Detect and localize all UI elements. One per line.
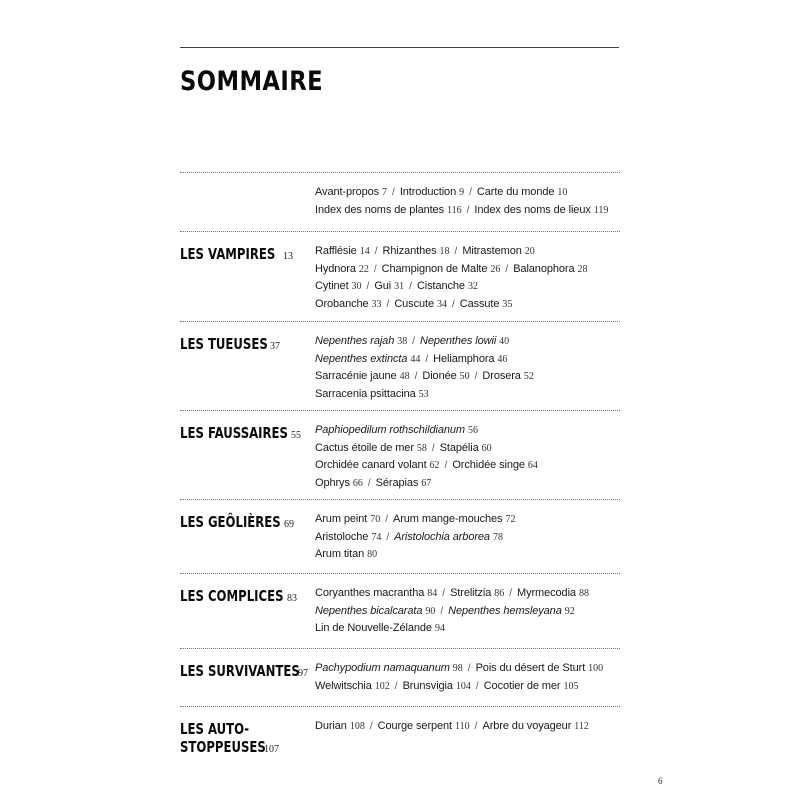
entry-page-number: 48 <box>399 371 410 382</box>
entry-page-number: 7 <box>382 187 388 198</box>
entry-page-number: 110 <box>455 721 470 732</box>
entry-separator: / <box>414 371 418 382</box>
toc-entry <box>376 477 432 489</box>
entry-name: Index des noms de lieux <box>474 203 591 216</box>
entry-page-number: 9 <box>459 187 465 198</box>
toc-entry <box>315 388 429 400</box>
entry-list <box>315 422 620 492</box>
entry-separator: / <box>373 263 377 275</box>
section-heading-text: LES AUTO- <box>180 720 250 738</box>
section-heading-text: LES VAMPIRES <box>180 245 276 263</box>
toc-entry <box>315 442 427 454</box>
entry-name: Nepenthes rajah <box>315 335 395 347</box>
entry-separator: / <box>369 721 373 732</box>
entry-name: Myrmecodia <box>517 587 576 599</box>
dotted-divider <box>180 499 620 500</box>
toc-entry <box>517 587 589 599</box>
toc-entry <box>513 263 587 275</box>
toc-section-vampires <box>180 231 620 310</box>
entry-page-number: 14 <box>359 246 370 257</box>
entry-name: Lin de Nouvelle-Zélande <box>315 622 432 634</box>
page-title: SOMMAIRE <box>180 66 324 97</box>
entry-separator: / <box>509 588 513 599</box>
toc-entry <box>440 442 492 454</box>
entry-page-number: 56 <box>467 425 478 436</box>
entry-line <box>315 278 620 296</box>
dotted-divider <box>180 172 620 173</box>
toc-entry <box>315 245 370 257</box>
entry-page-number: 104 <box>455 680 471 692</box>
entry-name: Coryanthes macrantha <box>315 587 425 599</box>
toc-entry <box>394 531 503 543</box>
entry-page-number: 33 <box>371 298 382 310</box>
entry-page-number: 58 <box>416 442 427 454</box>
entry-line <box>315 386 620 404</box>
entry-name: Cistanche <box>416 280 465 292</box>
entry-separator: / <box>475 680 479 692</box>
entry-list <box>315 511 620 564</box>
entry-page-number: 44 <box>410 353 421 365</box>
entry-name: Orobanche <box>315 297 369 310</box>
toc-entry <box>315 204 462 216</box>
entry-name: Dionée <box>422 370 457 382</box>
entry-name: Heliamphora <box>433 352 495 365</box>
toc-entry <box>484 680 579 692</box>
toc-entry <box>315 531 381 543</box>
entry-name: Sarracenia psittacina <box>315 387 416 400</box>
entry-line <box>315 475 620 493</box>
entry-name: Durian <box>315 720 347 732</box>
entry-separator: / <box>505 263 509 275</box>
entry-name: Paphiopedilum rothschildianum <box>315 424 465 436</box>
toc-entry <box>382 245 449 257</box>
entry-separator: / <box>425 353 429 365</box>
entry-name: Nepenthes extincta <box>315 352 408 365</box>
entry-separator: / <box>451 298 455 310</box>
toc-entry <box>315 186 387 198</box>
entry-page-number: 40 <box>499 336 510 347</box>
entry-page-number: 38 <box>397 336 408 347</box>
toc-entry <box>452 459 538 471</box>
toc-entry <box>315 587 437 599</box>
entry-page-number: 50 <box>459 371 470 382</box>
entry-page-number: 86 <box>494 588 505 599</box>
entry-page-number: 80 <box>367 549 378 560</box>
section-heading-text: LES SURVIVANTES <box>180 662 300 680</box>
entry-name: Balanophora <box>513 262 575 275</box>
entry-name: Stapélia <box>439 441 479 454</box>
entry-page-number: 98 <box>452 663 463 674</box>
entry-name: Arum mange-mouches <box>392 513 503 525</box>
entry-page-number: 34 <box>436 298 447 310</box>
entry-name: Cytinet <box>315 280 349 292</box>
entry-separator: / <box>366 281 370 292</box>
entry-line <box>315 620 620 638</box>
entry-line <box>315 603 620 621</box>
entry-name: Arbre du voyageur <box>482 720 572 732</box>
entry-name: Drosera <box>482 370 521 382</box>
toc-entry <box>474 204 608 216</box>
entry-page-number: 18 <box>439 246 450 257</box>
entry-name: Sérapias <box>375 476 419 489</box>
toc-entry <box>315 459 440 471</box>
entry-line <box>315 529 620 547</box>
entry-name: Sarracénie jaune <box>315 370 397 382</box>
section-page-number: 69 <box>284 519 294 530</box>
dotted-divider <box>180 321 620 322</box>
entry-name: Nepenthes lowii <box>420 335 497 347</box>
entry-list <box>315 333 620 403</box>
entry-page-number: 46 <box>497 353 508 365</box>
toc-entry <box>315 548 377 560</box>
section-page-number: 37 <box>270 341 280 352</box>
entry-separator: / <box>367 477 371 489</box>
entry-page-number: 92 <box>564 605 575 617</box>
entry-page-number: 60 <box>481 442 492 454</box>
entry-page-number: 105 <box>563 680 579 692</box>
entry-page-number: 64 <box>527 460 538 471</box>
entry-page-number: 32 <box>467 281 478 292</box>
toc-entry <box>315 605 435 617</box>
entry-name: Pois du désert de Sturt <box>475 662 586 674</box>
entry-separator: / <box>474 371 478 382</box>
entry-page-number: 28 <box>577 263 588 275</box>
toc-entry <box>315 513 380 525</box>
entry-page-number: 62 <box>429 460 440 471</box>
entry-page-number: 108 <box>349 721 365 732</box>
section-heading-text: STOPPEUSES <box>180 738 266 756</box>
entry-name: Pachypodium namaquanum <box>315 662 450 674</box>
entry-separator: / <box>374 246 378 257</box>
section-page-number: 55 <box>291 430 301 441</box>
entry-separator: / <box>431 442 435 454</box>
entry-name: Introduction <box>399 186 457 198</box>
entry-separator: / <box>440 605 444 617</box>
toc-entry <box>433 353 507 365</box>
dotted-divider <box>180 231 620 232</box>
entry-page-number: 20 <box>524 246 535 257</box>
entry-name: Aristoloche <box>315 530 369 543</box>
toc-entry <box>315 477 363 489</box>
entry-name: Carte du monde <box>476 186 555 198</box>
entry-page-number: 35 <box>502 298 513 310</box>
entry-line <box>315 296 620 314</box>
entry-name: Avant-propos <box>315 186 380 198</box>
entry-separator: / <box>412 336 416 347</box>
entry-name: Cassute <box>459 297 500 310</box>
toc-entry <box>400 186 464 198</box>
entry-name: Index des noms de plantes <box>315 203 444 216</box>
toc-section-faussaires <box>180 410 620 489</box>
entry-name: Arum titan <box>315 548 365 560</box>
toc-entry <box>477 186 567 198</box>
toc-entry <box>462 245 534 257</box>
entry-page-number: 74 <box>371 531 382 543</box>
toc-section-complices <box>180 573 620 634</box>
entry-separator: / <box>467 663 471 674</box>
entry-separator: / <box>474 721 478 732</box>
entry-name: Strelitzia <box>450 587 492 599</box>
entry-name: Hydnora <box>315 262 356 275</box>
entry-page-number: 22 <box>358 263 369 275</box>
entry-separator: / <box>444 460 448 471</box>
entry-name: Courge serpent <box>377 720 453 732</box>
section-page-number: 97 <box>298 668 308 679</box>
entry-separator: / <box>442 588 446 599</box>
toc-entry <box>450 587 504 599</box>
entry-name: Cuscute <box>394 297 434 310</box>
entry-page-number: 112 <box>574 721 589 732</box>
entry-line <box>315 718 620 736</box>
section-page-number: 107 <box>264 744 279 755</box>
section-heading-text: LES TUEUSES <box>180 335 268 353</box>
entry-line <box>315 511 620 529</box>
dotted-divider <box>180 573 620 574</box>
entry-page-number: 94 <box>434 623 445 634</box>
entry-list <box>315 184 620 219</box>
toc-entry <box>420 335 509 347</box>
entry-name: Cactus étoile de mer <box>315 441 414 454</box>
entry-separator: / <box>409 281 412 292</box>
toc-entry <box>315 263 369 275</box>
entry-name: Welwitschia <box>315 679 372 692</box>
toc-entry <box>460 298 513 310</box>
entry-list <box>315 585 620 638</box>
entry-name: Ophrys <box>315 476 350 489</box>
entry-line <box>315 333 620 351</box>
entry-page-number: 72 <box>505 514 516 525</box>
entry-list <box>315 243 620 313</box>
entry-page-number: 78 <box>492 531 503 543</box>
entry-page-number: 102 <box>374 680 390 692</box>
toc-entry <box>315 335 407 347</box>
section-heading-text: LES FAUSSAIRES <box>180 424 288 442</box>
entry-name: Gui <box>374 280 392 292</box>
entry-line <box>315 422 620 440</box>
toc-entry <box>393 513 515 525</box>
entry-page-number: 67 <box>421 477 432 489</box>
entry-line <box>315 261 620 279</box>
entry-page-number: 116 <box>446 204 462 216</box>
entry-separator: / <box>392 187 395 198</box>
entry-separator: / <box>469 187 472 198</box>
toc-entry <box>378 720 470 732</box>
entry-line <box>315 585 620 603</box>
section-heading-text: LES COMPLICES <box>180 587 284 605</box>
entry-name: Aristolochia arborea <box>394 530 490 543</box>
entry-name: Champignon de Malte <box>381 262 488 275</box>
entry-line <box>315 243 620 261</box>
toc-entry <box>476 662 604 674</box>
toc-entry <box>422 370 469 382</box>
entry-page-number: 70 <box>370 514 381 525</box>
dotted-divider <box>180 706 620 707</box>
entry-line <box>315 184 620 202</box>
toc-entry <box>315 720 365 732</box>
entry-name: Mitrastemon <box>462 245 522 257</box>
toc-entry <box>315 680 390 692</box>
toc-entry <box>315 370 410 382</box>
toc-entry <box>382 263 501 275</box>
entry-name: Nepenthes hemsleyana <box>448 604 562 617</box>
entry-line <box>315 660 620 678</box>
entry-page-number: 30 <box>351 281 362 292</box>
entry-line <box>315 678 620 696</box>
entry-page-number: 100 <box>588 663 604 674</box>
page-number: 6 <box>658 776 663 786</box>
entry-line <box>315 440 620 458</box>
entry-page-number: 90 <box>425 605 436 617</box>
toc-entry <box>315 280 362 292</box>
section-heading-text: LES GEÔLIÈRES <box>180 513 281 531</box>
entry-page-number: 88 <box>578 588 589 599</box>
top-rule <box>180 47 619 48</box>
toc-entry <box>315 662 463 674</box>
entry-name: Brunsvigia <box>402 679 453 692</box>
entry-separator: / <box>385 514 388 525</box>
toc-entry <box>448 605 575 617</box>
toc-entry <box>394 298 447 310</box>
toc-entry <box>403 680 471 692</box>
toc-section-front <box>180 172 620 216</box>
entry-separator: / <box>386 531 390 543</box>
entry-page-number: 52 <box>523 371 534 382</box>
entry-line <box>315 351 620 369</box>
entry-page-number: 26 <box>490 263 501 275</box>
toc-entry <box>315 424 478 436</box>
entry-name: Rhizanthes <box>382 245 437 257</box>
toc-entry <box>315 353 420 365</box>
entry-line <box>315 202 620 220</box>
section-page-number: 83 <box>287 593 297 604</box>
entry-page-number: 119 <box>593 204 609 216</box>
entry-name: Cocotier de mer <box>483 679 561 692</box>
entry-name: Nepenthes bicalcarata <box>315 604 423 617</box>
toc-entry <box>482 720 588 732</box>
dotted-divider <box>180 410 620 411</box>
entry-line <box>315 546 620 564</box>
entry-line <box>315 457 620 475</box>
toc-entry <box>374 280 404 292</box>
entry-separator: / <box>394 680 398 692</box>
section-heading <box>180 662 334 680</box>
toc-section-tueuses <box>180 321 620 400</box>
toc-section-survivantes <box>180 648 620 692</box>
dotted-divider <box>180 648 620 649</box>
entry-page-number: 53 <box>418 388 429 400</box>
entry-separator: / <box>454 246 458 257</box>
toc-entry <box>315 622 445 634</box>
entry-list <box>315 660 620 695</box>
entry-page-number: 10 <box>557 187 568 198</box>
toc-section-geolieres <box>180 499 620 560</box>
entry-name: Orchidée singe <box>452 459 525 471</box>
entry-name: Arum peint <box>315 513 368 525</box>
entry-page-number: 66 <box>352 477 363 489</box>
toc-section-autostoppeuses <box>180 706 620 756</box>
toc-entry <box>482 370 533 382</box>
entry-line <box>315 368 620 386</box>
entry-separator: / <box>466 204 470 216</box>
section-page-number: 13 <box>283 251 293 262</box>
toc-entry <box>417 280 478 292</box>
entry-separator: / <box>386 298 390 310</box>
toc-entry <box>315 298 382 310</box>
entry-list <box>315 718 620 736</box>
entry-name: Rafflésie <box>315 245 357 257</box>
entry-page-number: 84 <box>427 588 438 599</box>
entry-name: Orchidée canard volant <box>315 459 427 471</box>
entry-page-number: 31 <box>394 281 405 292</box>
